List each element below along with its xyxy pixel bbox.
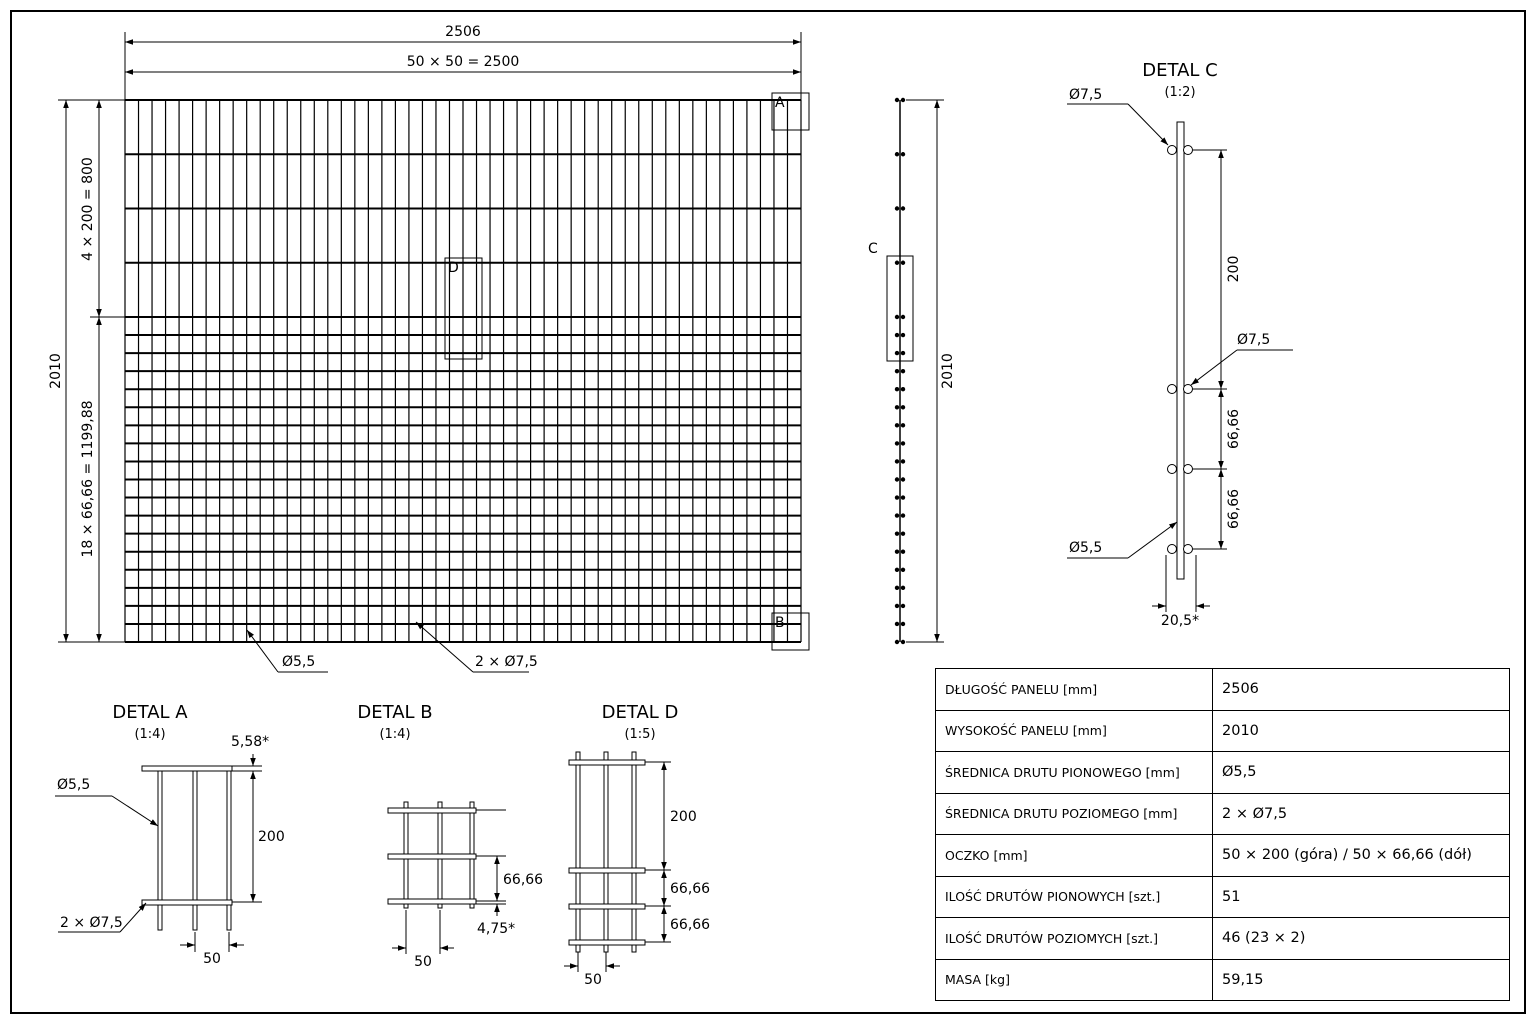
detail-a-top-dim: 5,58* [231,734,270,750]
panel-side-view [887,98,944,644]
mesh-width-dim: 50 × 50 = 2500 [406,54,520,70]
table-row [936,959,1510,1001]
side-wire-dot [901,152,905,156]
detail-c-width-dim: 20,5* [1160,613,1200,629]
table-row [936,835,1510,877]
detail-d-dim-50: 50 [584,972,602,988]
side-wire-dot [901,550,905,554]
detail-b-marker: B [775,615,785,631]
side-wire-dot [901,315,905,319]
detail-c-vertical-wire-label: Ø5,5 [1069,540,1103,556]
side-wire-dot [895,206,899,210]
spec-label: ILOŚĆ DRUTÓW PIONOWYCH [szt.] [936,876,1213,918]
spec-label: ŚREDNICA DRUTU POZIOMEGO [mm] [936,793,1213,835]
spec-label: WYSOKOŚĆ PANELU [mm] [936,710,1213,752]
detail-c-dim-66a: 66,66 [1226,408,1242,450]
side-wire-dot [901,387,905,391]
side-wire-dot [895,351,899,355]
side-wire-dot [895,369,899,373]
detail-d-marker: D [448,260,459,276]
spec-label: MASA [kg] [936,959,1213,1001]
detail-d-scale: (1:5) [624,727,656,742]
table-row [936,876,1510,918]
spec-table [935,668,1510,1001]
detail-a-title: DETAL A [112,702,188,723]
side-wire-dot [895,550,899,554]
spec-value: 2010 [1213,710,1510,752]
side-wire-dot [895,152,899,156]
side-wire-dot [901,459,905,463]
side-wire-dot [895,387,899,391]
panel-front-view [125,93,809,650]
detail-d-title: DETAL D [601,702,679,723]
upper-dim: 4 × 200 = 800 [80,157,96,261]
side-wire-dot [901,351,905,355]
side-wire-dot [895,586,899,590]
side-wire-dot [901,98,905,102]
detail-c-title: DETAL C [1142,60,1218,81]
detail-a-vertical-wire-label: Ø5,5 [57,777,91,793]
side-wire-dot [901,531,905,535]
spec-value: 51 [1213,876,1510,918]
side-wire-dot [895,261,899,265]
detail-b-dim-66: 66,66 [503,872,544,888]
detail-a-marker: A [775,95,785,111]
table-row [936,752,1510,794]
side-wire-dot [901,423,905,427]
detail-a-dim-50: 50 [203,951,221,967]
side-wire-dot [895,604,899,608]
horizontal-wire-label: 2 × Ø7,5 [475,654,538,670]
detail-d [564,752,671,972]
spec-label: ILOŚĆ DRUTÓW POZIOMYCH [szt.] [936,918,1213,960]
side-wire-dot [901,206,905,210]
side-wire-dot [895,622,899,626]
spec-value: 59,15 [1213,959,1510,1001]
detail-b-dim-475: 4,75* [477,921,516,937]
detail-c-wire [1177,122,1184,579]
detail-a-horizontal-wire-label: 2 × Ø7,5 [60,915,123,931]
table-row [936,918,1510,960]
spec-label: OCZKO [mm] [936,835,1213,877]
detail-d-dim-66b: 66,66 [670,917,711,933]
table-row [936,669,1510,711]
width-dim: 2506 [445,24,481,40]
spec-label: ŚREDNICA DRUTU PIONOWEGO [mm] [936,752,1213,794]
spec-value: Ø5,5 [1213,752,1510,794]
detail-c-top-wire-label: Ø7,5 [1069,87,1103,103]
spec-value: 2506 [1213,669,1510,711]
side-wire-dot [901,441,905,445]
panel-dimensions [58,32,801,672]
side-wire-dot [901,568,905,572]
spec-value: 50 × 200 (góra) / 50 × 66,66 (dół) [1213,835,1510,877]
detail-c [1067,104,1293,612]
side-wire-dot [901,622,905,626]
detail-a-scale: (1:4) [134,727,166,742]
side-wire-dot [901,405,905,409]
side-wire-dot [895,441,899,445]
side-wire-dot [901,369,905,373]
side-wire-dot [895,531,899,535]
side-wire-dot [895,405,899,409]
side-wire-dot [895,513,899,517]
side-wire-dot [901,495,905,499]
detail-a-dim-200: 200 [258,829,285,845]
side-wire-dot [895,640,899,644]
detail-b-dim-50: 50 [414,954,432,970]
detail-c-marker: C [868,241,878,257]
side-wire-dot [895,477,899,481]
detail-b-title: DETAL B [357,702,433,723]
side-wire-dot [895,315,899,319]
side-wire-dot [901,261,905,265]
lower-dim: 18 × 66,66 = 1199,88 [80,400,96,558]
side-wire-dot [901,333,905,337]
table-row [936,793,1510,835]
detail-c-dim-200: 200 [1226,255,1242,283]
side-wire-dot [895,98,899,102]
spec-value: 2 × Ø7,5 [1213,793,1510,835]
detail-c-scale: (1:2) [1164,85,1196,100]
detail-c-mid-wire-label: Ø7,5 [1237,332,1271,348]
side-wire-dot [901,513,905,517]
height-dim: 2010 [48,353,64,389]
side-wire-dot [895,568,899,572]
side-wire-dot [901,477,905,481]
side-wire-dot [895,495,899,499]
table-row [936,710,1510,752]
side-wire-dot [901,640,905,644]
detail-d-dim-200: 200 [670,809,697,825]
detail-c-dim-66b: 66,66 [1226,488,1242,530]
side-wire-dot [895,459,899,463]
side-height-dim: 2010 [940,353,956,389]
spec-value: 46 (23 × 2) [1213,918,1510,960]
side-wire-dot [901,586,905,590]
spec-label: DŁUGOŚĆ PANELU [mm] [936,669,1213,711]
detail-d-dim-66a: 66,66 [670,881,711,897]
side-wire-dot [901,604,905,608]
vertical-wire-label: Ø5,5 [282,654,316,670]
detail-b-scale: (1:4) [379,727,411,742]
side-wire-dot [895,423,899,427]
side-wire-dot [895,333,899,337]
